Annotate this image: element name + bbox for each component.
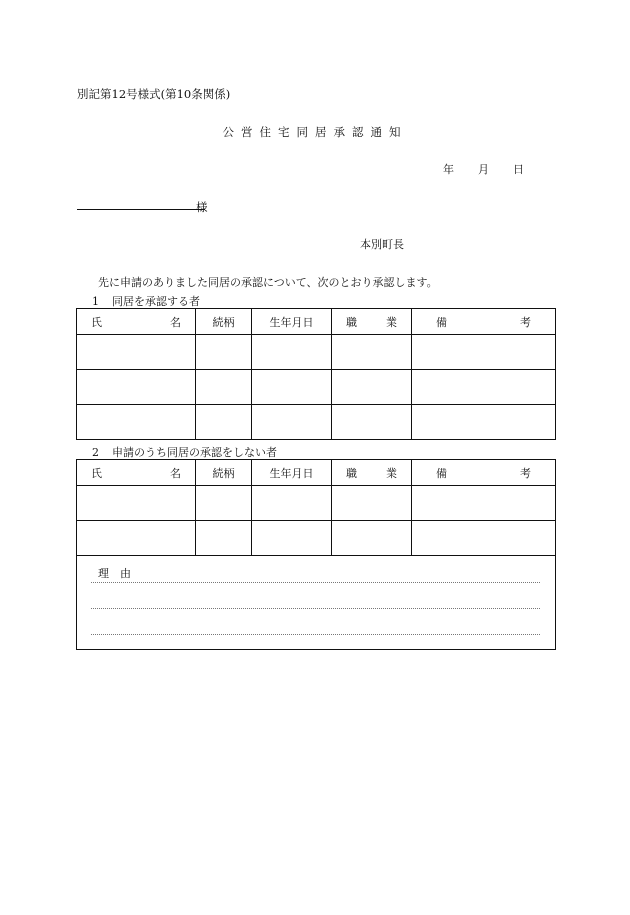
section1-heading <box>92 293 200 309</box>
document-title: 公営住宅同居承認通知 <box>222 125 408 139</box>
cell-name[interactable] <box>77 335 196 370</box>
header-relation: 続柄 <box>196 309 252 335</box>
reason-label: 理 由 <box>98 567 131 580</box>
form-reference: 別記第12号様式(第10条関係) <box>77 87 231 101</box>
section2-number: 2 <box>92 446 99 459</box>
section2-heading <box>92 444 277 460</box>
cell-remarks[interactable] <box>412 370 556 405</box>
header-birthdate: 生年月日 <box>252 460 332 486</box>
cell-birthdate[interactable] <box>252 521 332 556</box>
cell-relation[interactable] <box>196 370 252 405</box>
header-relation: 続柄 <box>196 460 252 486</box>
cell-relation[interactable] <box>196 335 252 370</box>
cell-occupation[interactable] <box>332 521 412 556</box>
cell-relation[interactable] <box>196 405 252 440</box>
cell-birthdate[interactable] <box>252 335 332 370</box>
reason-box[interactable] <box>76 556 556 650</box>
cell-birthdate[interactable] <box>252 486 332 521</box>
cell-name[interactable] <box>77 370 196 405</box>
cell-remarks[interactable] <box>412 486 556 521</box>
section1-label: 同居を承認する者 <box>112 295 200 308</box>
header-remarks: 備 考 <box>412 309 556 335</box>
cell-name[interactable] <box>77 521 196 556</box>
cell-remarks[interactable] <box>412 335 556 370</box>
addressee-blank[interactable] <box>77 195 205 210</box>
table-header-row <box>77 460 556 486</box>
cell-occupation[interactable] <box>332 370 412 405</box>
header-occupation: 職 業 <box>332 309 412 335</box>
header-occupation: 職 業 <box>332 460 412 486</box>
table-row <box>77 335 556 370</box>
addressee-suffix: 様 <box>196 200 208 214</box>
table-header-row <box>77 309 556 335</box>
cell-occupation[interactable] <box>332 335 412 370</box>
cell-birthdate[interactable] <box>252 370 332 405</box>
header-name: 氏 名 <box>77 309 196 335</box>
date-year-label: 年 <box>443 163 454 176</box>
cell-name[interactable] <box>77 486 196 521</box>
cell-relation[interactable] <box>196 486 252 521</box>
cell-name[interactable] <box>77 405 196 440</box>
header-name: 氏 名 <box>77 460 196 486</box>
reason-dotted-line <box>91 582 540 583</box>
cell-occupation[interactable] <box>332 486 412 521</box>
approved-persons-table <box>76 308 556 440</box>
cell-remarks[interactable] <box>412 521 556 556</box>
table-row <box>77 405 556 440</box>
header-birthdate: 生年月日 <box>252 309 332 335</box>
section1-number: 1 <box>92 295 99 308</box>
reason-dotted-line <box>91 634 540 635</box>
date-line <box>443 161 524 177</box>
cell-occupation[interactable] <box>332 405 412 440</box>
table-row <box>77 486 556 521</box>
cell-remarks[interactable] <box>412 405 556 440</box>
cell-relation[interactable] <box>196 521 252 556</box>
body-text: 先に申請のありました同居の承認について、次のとおり承認します。 <box>98 276 438 289</box>
issuer: 本別町長 <box>360 238 404 251</box>
rejected-persons-table <box>76 459 556 556</box>
header-remarks: 備 考 <box>412 460 556 486</box>
cell-birthdate[interactable] <box>252 405 332 440</box>
date-day-label: 日 <box>513 163 524 176</box>
date-month-label: 月 <box>478 163 489 176</box>
section2-label: 申請のうち同居の承認をしない者 <box>112 446 277 459</box>
table-row <box>77 370 556 405</box>
table-row <box>77 521 556 556</box>
reason-dotted-line <box>91 608 540 609</box>
